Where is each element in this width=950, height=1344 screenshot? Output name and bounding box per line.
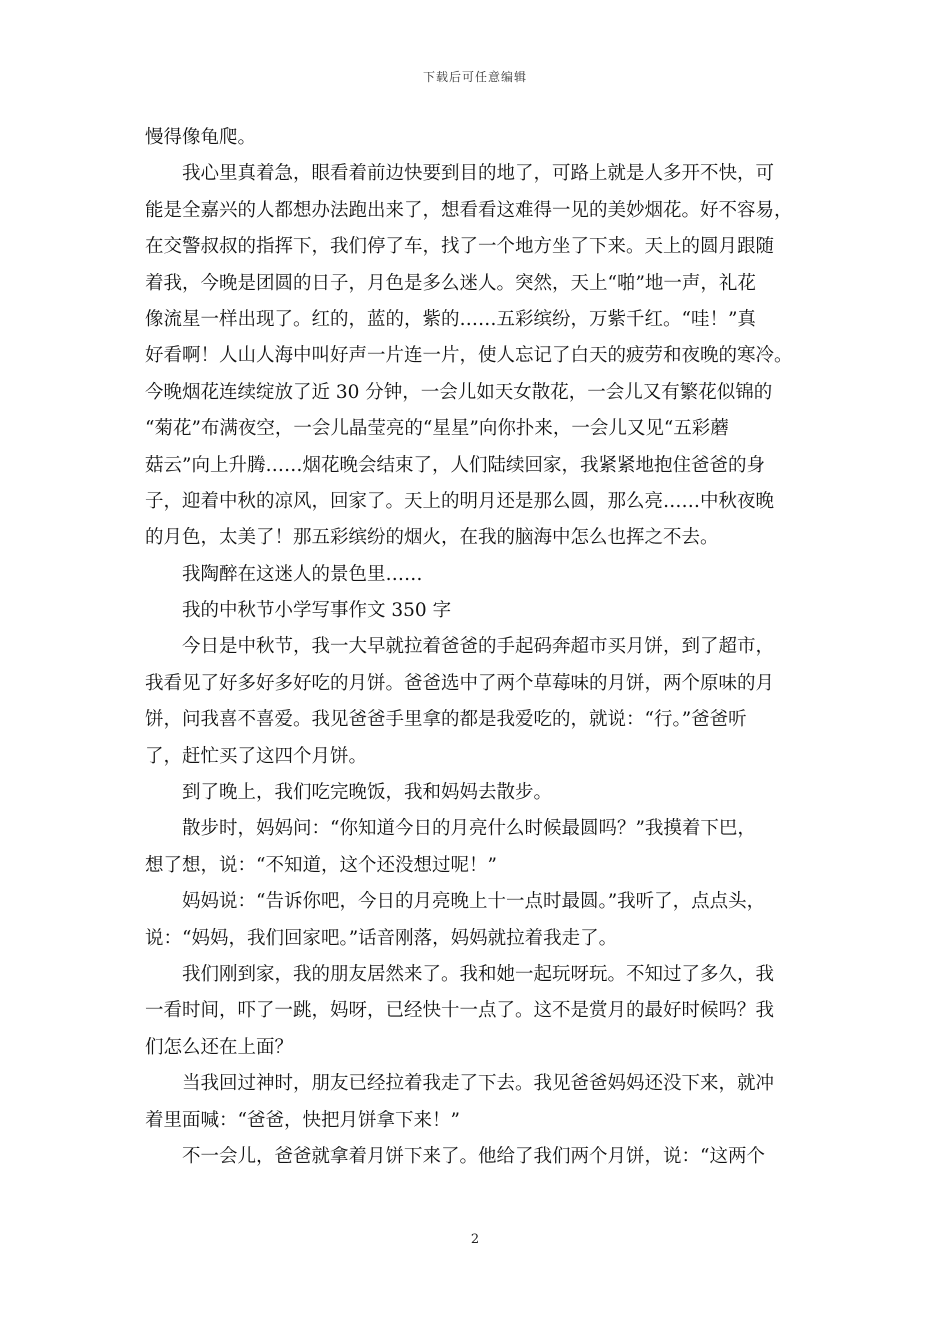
text-line: 我陶醉在这迷人的景色里…… (182, 563, 423, 585)
text-line: 我心里真着急，眼看着前边快要到目的地了，可路上就是人多开不快，可 (182, 163, 775, 185)
text-line: 饼，问我喜不喜爱。我见爸爸手里拿的都是我爱吃的，就说：“行。”爸爸听 (145, 709, 747, 731)
text-line: 好看啊！人山人海中叫好声一片连一片，使人忘记了白天的疲劳和夜晚的寒冷。 (145, 345, 793, 367)
text-line: 我的中秋节小学写事作文 350 字 (182, 600, 452, 622)
text-line: 的月色，太美了！那五彩缤纷的烟火，在我的脑海中怎么也挥之不去。 (145, 527, 719, 549)
text-line: 子，迎着中秋的凉风，回家了。天上的明月还是那么圆，那么亮……中秋夜晚 (145, 490, 775, 512)
text-line: 能是全嘉兴的人都想办法跑出来了，想看看这难得一见的美妙烟花。好不容易， (145, 199, 793, 221)
text-line: 着我，今晚是团圆的日子，月色是多么迷人。突然，天上“啪”地一声，礼花 (145, 272, 756, 294)
text-line: 今日是中秋节，我一大早就拉着爸爸的手起码奔超市买月饼，到了超市， (182, 636, 775, 658)
text-line: 慢得像龟爬。 (145, 127, 257, 148)
text-line: 像流星一样出现了。红的，蓝的，紫的……五彩缤纷，万紫千红。“哇！”真 (145, 308, 756, 330)
text-line: 说：“妈妈，我们回家吧。”话音刚落，妈妈就拉着我走了。 (145, 927, 618, 949)
text-line: 在交警叔叔的指挥下，我们停了车，找了一个地方坐了下来。天上的圆月跟随 (145, 236, 775, 258)
text-line: “菊花”布满夜空，一会儿晶莹亮的“星星”向你扑来，一会儿又见“五彩蘑 (145, 418, 729, 440)
text-line: 到了晚上，我们吃完晚饭，我和妈妈去散步。 (182, 782, 553, 804)
text-line: 想了想，说：“不知道，这个还没想过呢！” (145, 854, 497, 876)
page-number: 2 (470, 1232, 480, 1247)
text-line: 今晚烟花连续绽放了近 30 分钟，一会儿如天女散花，一会儿又有繁花似锦的 (145, 381, 773, 403)
text-line: 一看时间，吓了一跳，妈呀，已经快十一点了。这不是赏月的最好时候吗？我 (145, 1000, 775, 1022)
text-line: 菇云”向上升腾……烟花晚会结束了，人们陆续回家，我紧紧地抱住爸爸的身 (145, 454, 765, 476)
text-line: 了，赶忙买了这四个月饼。 (145, 745, 368, 767)
text-line: 们怎么还在上面？ (145, 1036, 294, 1058)
text-line: 散步时，妈妈问：“你知道今日的月亮什么时候最圆吗？”我摸着下巴， (182, 818, 756, 840)
text-line: 着里面喊：“爸爸，快把月饼拿下来！” (145, 1109, 460, 1131)
text-line: 我看见了好多好多好吃的月饼。爸爸选中了两个草莓味的月饼，两个原味的月 (145, 672, 775, 694)
document-body (145, 120, 810, 1175)
text-line: 我们刚到家，我的朋友居然来了。我和她一起玩呀玩。不知过了多久，我 (182, 963, 775, 985)
text-line: 不一会儿，爸爸就拿着月饼下来了。他给了我们两个月饼，说：“这两个 (182, 1145, 765, 1167)
page-header: 下载后可任意编辑 (422, 70, 527, 84)
text-line: 妈妈说：“告诉你吧，今日的月亮晚上十一点时最圆。”我听了，点点头， (182, 891, 766, 913)
text-line: 当我回过神时，朋友已经拉着我走了下去。我见爸爸妈妈还没下来，就冲 (182, 1073, 775, 1095)
